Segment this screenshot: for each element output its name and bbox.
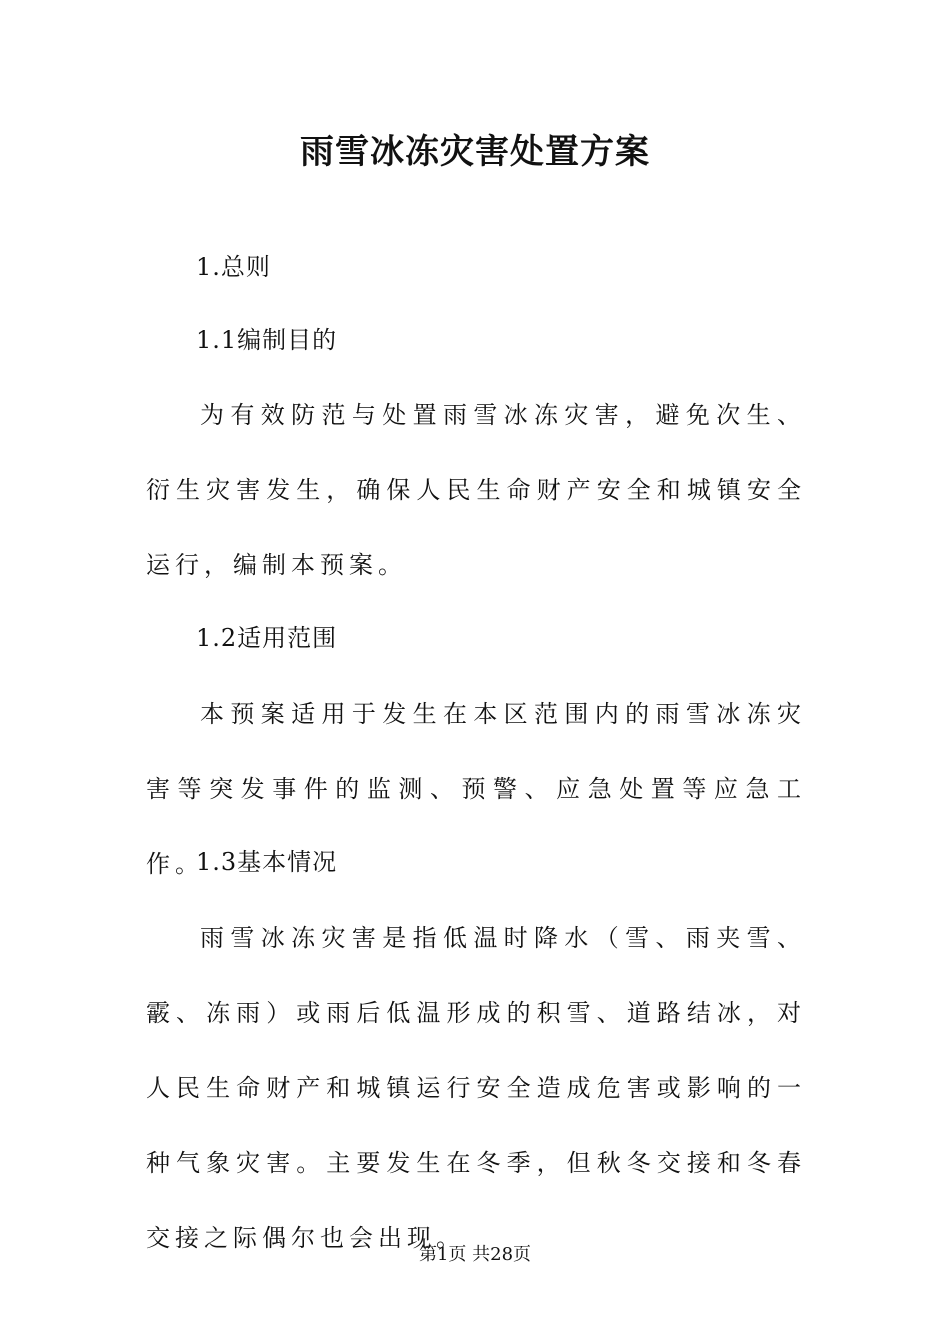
section-heading-scope: 1.2适用范围	[196, 624, 338, 652]
section-heading-general: 1.总则	[196, 253, 271, 281]
paragraph-basic-situation: 雨雪冰冻灾害是指低温时降水（雪、雨夹雪、霰、冻雨）或雨后低温形成的积雪、道路结冰，对人民生命财产和城镇运行安全造成危害或影响的一种气象灾害。主要发生在冬季，但秋冬交接和冬春交接之际偶尔也会出现。	[146, 924, 806, 1252]
paragraph-purpose: 为有效防范与处置雨雪冰冻灾害，避免次生、衍生灾害发生，确保人民生命财产安全和城镇安全运行，编制本预案。	[146, 401, 806, 579]
page-number-footer: 第1页 共28页	[418, 1244, 532, 1265]
paragraph-scope: 本预案适用于发生在本区范围内的雨雪冰冻灾害等突发事件的监测、预警、应急处置等应急工作。	[146, 700, 806, 878]
section-heading-basic-situation: 1.3基本情况	[196, 848, 338, 876]
document-title: 雨雪冰冻灾害处置方案	[300, 132, 650, 172]
section-heading-purpose: 1.1编制目的	[196, 326, 338, 354]
